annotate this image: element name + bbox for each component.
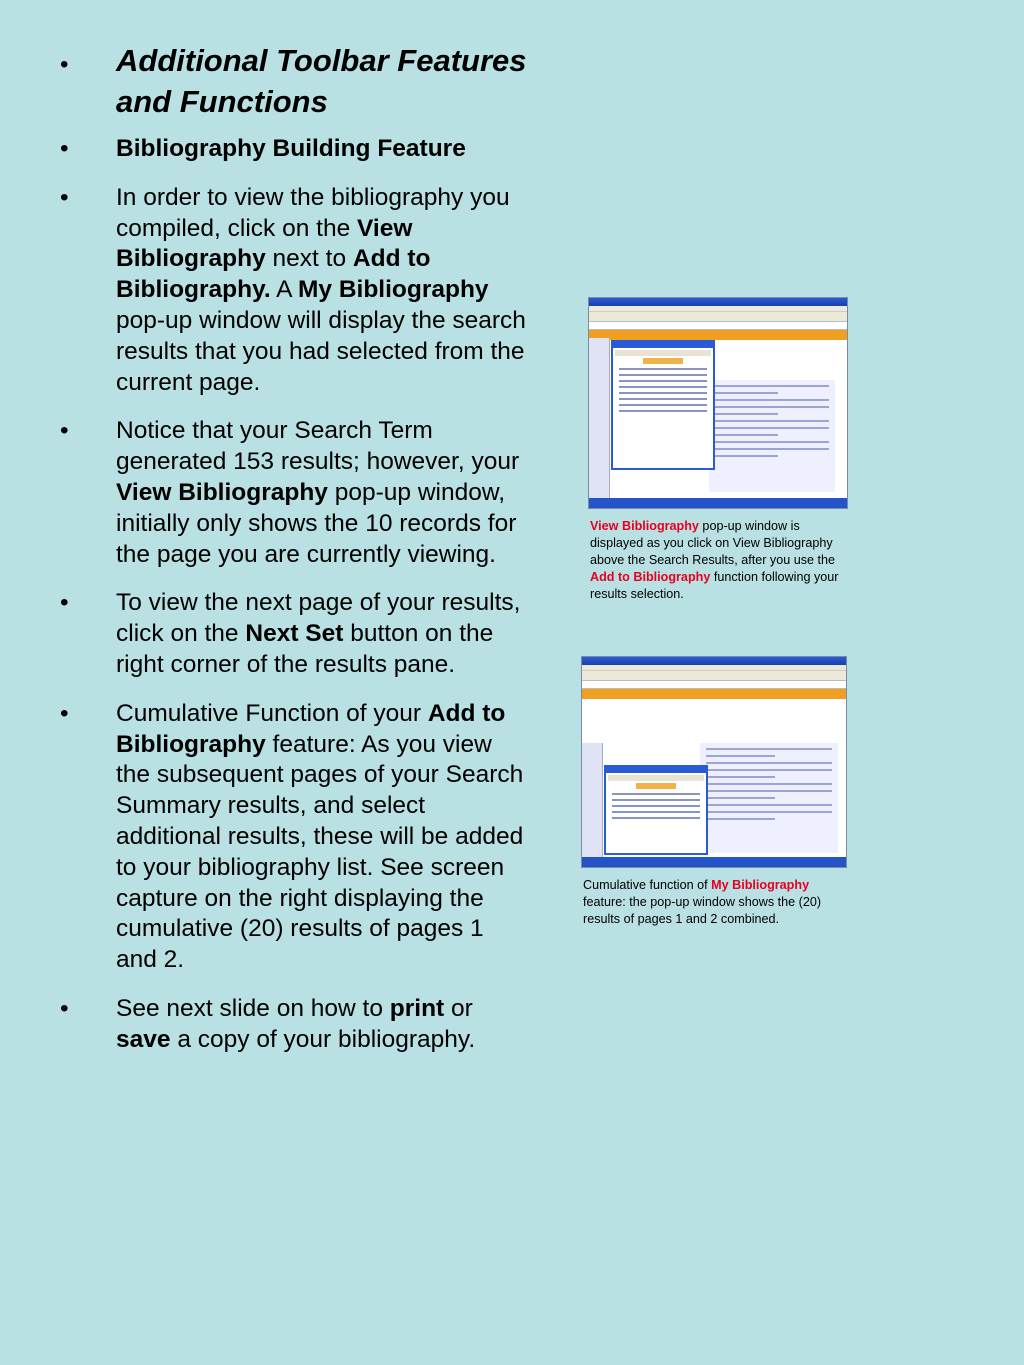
screenshot-nav-tabs	[582, 689, 846, 699]
popup-button	[636, 783, 676, 789]
caption-cumulative-bibliography	[583, 877, 848, 928]
screenshot-toolbar	[582, 671, 846, 681]
result-line	[706, 804, 832, 806]
bullet-marker: •	[60, 589, 69, 617]
screenshot-taskbar	[589, 498, 847, 508]
bullet-marker: •	[60, 51, 69, 78]
result-line	[715, 413, 778, 415]
bullet-search-term-results	[60, 416, 530, 570]
bold-text: save	[116, 1025, 171, 1053]
text-run: a copy of your bibliography.	[170, 1025, 476, 1053]
result-line	[715, 392, 778, 394]
text-run: button on the right corner of the results pane.	[116, 620, 494, 678]
screenshot-my-bibliography-popup	[611, 340, 715, 470]
popup-toolbar	[608, 775, 704, 781]
result-line	[715, 399, 829, 401]
text-run: next to	[265, 245, 353, 273]
caption-highlight: Add to Bibliography	[590, 570, 711, 584]
caption-text: Cumulative function of	[583, 878, 712, 892]
slide-title	[60, 40, 530, 122]
popup-record-line	[619, 374, 707, 376]
slide-subtitle	[60, 134, 530, 165]
result-line	[715, 448, 829, 450]
popup-record-line	[619, 368, 707, 370]
bold-text: Add to Bibliography.	[116, 245, 431, 304]
screenshot-results-pane	[709, 380, 835, 492]
text-run: pop-up window will display the search results that you had selected from the current page.	[116, 306, 526, 396]
slide-bullet-list	[60, 40, 530, 1074]
result-line	[706, 769, 832, 771]
bullet-next-set	[60, 588, 530, 680]
result-line	[715, 406, 829, 408]
popup-record-line	[619, 386, 707, 388]
popup-record-line	[612, 805, 700, 807]
screenshot-sidebar	[582, 743, 603, 857]
bold-text: Add to Bibliography	[116, 699, 506, 758]
bullet-marker: •	[60, 417, 69, 445]
text-run: Cumulative Function of your	[116, 699, 428, 727]
text-run: feature: As you view the subsequent pages of your Search Summary results, and select additional results, these will be added to your bibliography list. See screen capture on the right displaying the cumulative (20) results of pages 1 and 2.	[116, 730, 524, 974]
popup-record-line	[612, 817, 700, 819]
text-run: A	[270, 276, 298, 304]
screenshot-my-bibliography-popup	[604, 765, 708, 855]
popup-button	[643, 358, 683, 364]
popup-record-line	[619, 404, 707, 406]
screenshot-address-bar	[582, 681, 846, 689]
result-line	[706, 776, 775, 778]
text-run: See next slide on how to	[116, 994, 390, 1022]
result-line	[715, 434, 778, 436]
result-line	[715, 427, 829, 429]
bold-text: Next Set	[245, 620, 344, 648]
popup-record-line	[619, 380, 707, 382]
caption-highlight: View Bibliography	[590, 519, 699, 533]
bold-text: View Bibliography	[116, 478, 328, 506]
caption-highlight: My Bibliography	[711, 878, 810, 892]
popup-record-line	[619, 398, 707, 400]
screenshot-results-pane	[700, 743, 838, 853]
result-line	[715, 385, 829, 387]
text-run: To view the next page of your results, click on the	[116, 589, 521, 648]
text-run: Notice that your Search Term generated 153 results; however, your	[116, 417, 520, 476]
text-run: or	[444, 994, 473, 1022]
result-line	[706, 762, 832, 764]
bold-text: View Bibliography	[116, 214, 413, 273]
popup-titlebar	[613, 342, 713, 348]
bullet-cumulative-function	[60, 699, 530, 976]
screenshot-view-bibliography	[588, 297, 848, 509]
bullet-marker: •	[60, 183, 69, 211]
screenshot-address-bar	[589, 322, 847, 330]
result-line	[706, 811, 832, 813]
text-run: pop-up window, initially only shows the 10 records for the page you are currently viewing.	[116, 478, 517, 568]
popup-record-line	[612, 799, 700, 801]
caption-text: function following your results selection.	[590, 570, 839, 601]
screenshot-toolbar	[589, 312, 847, 322]
bold-text: print	[389, 994, 445, 1022]
popup-record-line	[619, 392, 707, 394]
bold-text: My Bibliography	[297, 276, 489, 304]
bullet-marker: •	[60, 994, 69, 1022]
result-line	[706, 790, 832, 792]
result-line	[706, 748, 832, 750]
title-text: Additional Toolbar Features and Functions	[116, 43, 527, 119]
caption-view-bibliography	[590, 518, 848, 603]
result-line	[715, 455, 778, 457]
caption-text: feature: the pop-up window shows the (20) results of pages 1 and 2 combined.	[583, 895, 822, 926]
screenshot-cumulative-bibliography	[581, 656, 847, 868]
result-line	[706, 797, 775, 799]
result-line	[715, 441, 829, 443]
popup-toolbar	[615, 350, 711, 356]
caption-text: pop-up window is displayed as you click on View Bibliography above the Search Results, after you use the	[590, 519, 836, 567]
popup-record-line	[612, 811, 700, 813]
text-run: In order to view the bibliography you compiled, click on the	[116, 183, 510, 242]
screenshot-titlebar	[582, 657, 846, 665]
bullet-marker: •	[60, 135, 69, 162]
screenshot-nav-tabs	[589, 330, 847, 340]
popup-titlebar	[606, 767, 706, 773]
result-line	[715, 420, 829, 422]
bullet-print-save	[60, 994, 530, 1056]
result-line	[706, 755, 775, 757]
result-line	[706, 818, 775, 820]
bullet-view-bibliography	[60, 183, 530, 399]
popup-record-line	[612, 793, 700, 795]
screenshot-titlebar	[589, 298, 847, 306]
result-line	[706, 783, 832, 785]
screenshot-sidebar	[589, 338, 610, 498]
bullet-marker: •	[60, 699, 69, 727]
screenshot-taskbar	[582, 857, 846, 867]
subtitle-text: Bibliography Building Feature	[116, 135, 466, 162]
popup-record-line	[619, 410, 707, 412]
